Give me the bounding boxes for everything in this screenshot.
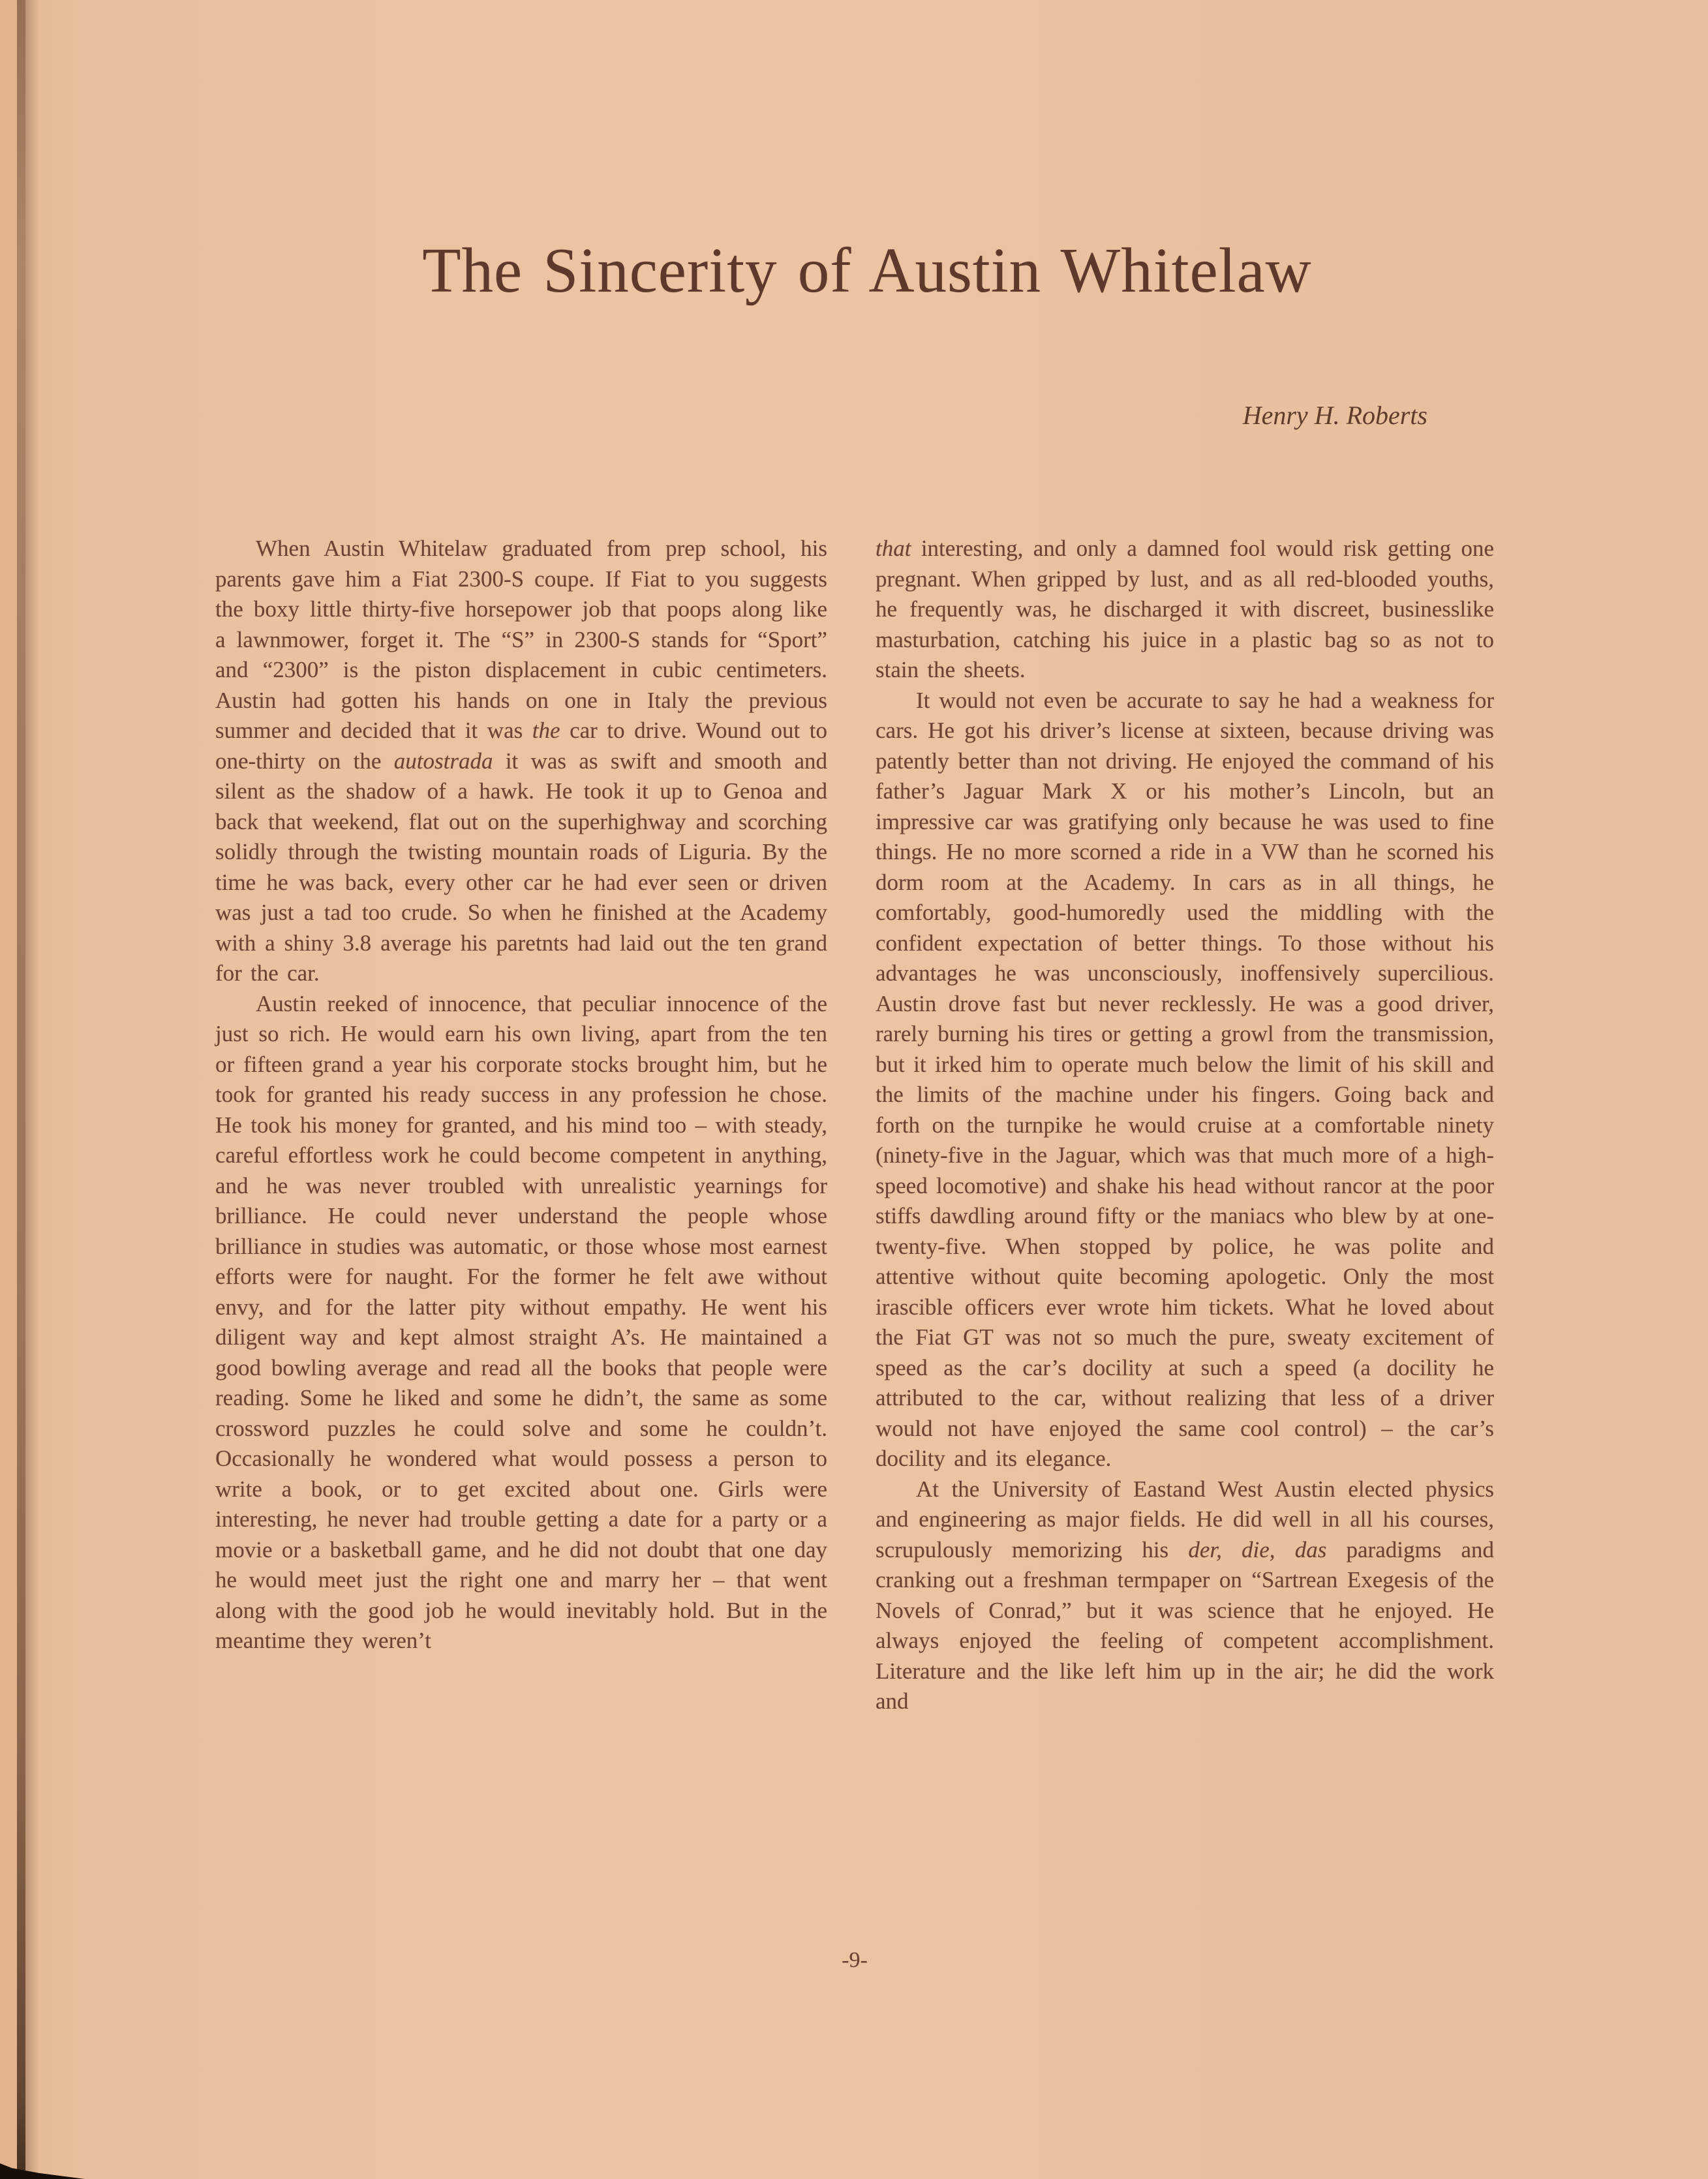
paragraph <box>876 534 1494 686</box>
text-run: It would not even be accurate to say he had a weakness for cars. He got his driver’s license at sixteen, because driving was patently better than not driving. He enjoyed the command of his father’s Jaguar Mark X or his mother’s Lincoln, but an impressive car was gratifying only because he was used to fine things. He no more scorned a ride in a VW than he scorned his dorm room at the Academy. In cars as in all things, he comfortably, good-humoredly used the middling with the confident expectation of better things. To those without his advantages he was unconsciously, inoffensively supercilious. Austin drove fast but never recklessly. He was a good driver, rarely burning his tires or getting a growl from the transmission, but it irked him to operate much below the limit of his skill and the limits of the machine under his fingers. Going back and forth on the turnpike he would cruise at a comfortable ninety (ninety-five in the Jaguar, which was that much more of a high-speed locomotive) and shake his head without rancor at the poor stiffs dawdling around fifty or the maniacs who blew by at one-twenty-five. When stopped by police, he was polite and attentive without quite becoming apologetic. Only the most irascible officers ever wrote him tickets. What he loved about the Fiat GT was not so much the pure, sweaty excitement of speed as the car’s docility at such a speed (a docility he attributed to the car, without realizing that less of a driver would not have enjoyed the same cool control) – the car’s docility and its elegance. <box>876 687 1494 1471</box>
text-run: paradigms and cranking out a freshman termpaper on “Sartrean Exegesis of the Novels of Conrad,” but it was science that he enjoyed. He always enjoyed the feeling of competent accomplishment. Literature and the like left him up in the air; he did the work and <box>876 1536 1495 1714</box>
text-run-italic: der, die, das <box>1188 1536 1327 1562</box>
text-run-italic: that <box>876 536 911 561</box>
byline: Henry H. Roberts <box>1242 401 1427 430</box>
text-run: car to drive. Wound out to one-thirty on the <box>215 718 827 774</box>
paragraph <box>215 989 827 1656</box>
column-right <box>876 534 1494 1717</box>
text-run: At the University of Eastand West Austin elected physics and engineering as major fields. He did well in all his courses, scrupulously memorizing his <box>876 1476 1494 1562</box>
binding-crease <box>17 0 25 2179</box>
text-run: interesting, and only a damned fool would risk getting one pregnant. When gripped by lust, and as all red-blooded youths, he frequently was, he discharged it with discreet, businesslike masturbation, catching his juice in a plastic bag so as not to stain the sheets. <box>876 536 1494 682</box>
text-run: Austin reeked of innocence, that peculiar innocence of the just so rich. He would earn his own living, apart from the ten or fifteen grand a year his corporate stocks brought him, but he took for granted his ready success in any profession he chose. He took his money for granted, and his mind too – with steady, careful effortless work he could become competent in anything, and he was never troubled with unrealistic yearnings for brilliance. He could never understand the people whose brilliance in studies was automatic, or those whose most earnest efforts were for naught. For the former he felt awe without envy, and for the latter pity without empathy. He went his diligent way and kept almost straight A’s. He maintained a good bowling average and read all the books that people were reading. Some he liked and some he didn’t, the same as some crossword puzzles he could solve and some he couldn’t. Occasionally he wondered what would possess a person to write a book, or to get excited about one. Girls were interesting, he never had trouble getting a date for a party or a movie or a basketball game, and he did not doubt that one day he would meet just the right one and marry her – that went along with the good job he would inevitably hold. But in the meantime they weren’t <box>215 990 827 1653</box>
text-run: When Austin Whitelaw graduated from prep school, his parents gave him a Fiat 2300-S coupe. If Fiat to you suggests the boxy little thirty-five horsepower job that poops along like a lawnmower, forget it. The “S” in 2300-S stands for “Sport” and “2300” is the piston displacement in cubic centimeters. Austin had gotten his hands on one in Italy the previous summer and decided that it was <box>215 536 827 743</box>
text-run: it was as swift and smooth and silent as the shadow of a hawk. He took it up to Genoa and back that weekend, flat out on the superhighway and scorching solidly through the twisting mountain roads of Liguria. By the time he was back, every other car he had ever seen or driven was just a tad too crude. So when he finished at the Academy with a shiny 3.8 average his paretnts had laid out the ten grand for the car. <box>215 748 827 986</box>
column-left <box>215 534 827 1717</box>
page-title: The Sincerity of Austin Whitelaw <box>422 236 1312 305</box>
text-run-italic: autostrada <box>393 748 493 774</box>
page-number: -9- <box>842 1948 868 1972</box>
article-body <box>215 534 1494 1717</box>
page-edge-strip <box>0 0 17 2179</box>
paragraph <box>876 1474 1494 1717</box>
paragraph <box>215 534 827 989</box>
paragraph <box>876 686 1494 1474</box>
binding-crease-shadow <box>25 0 40 2179</box>
text-run-italic: the <box>532 718 560 743</box>
